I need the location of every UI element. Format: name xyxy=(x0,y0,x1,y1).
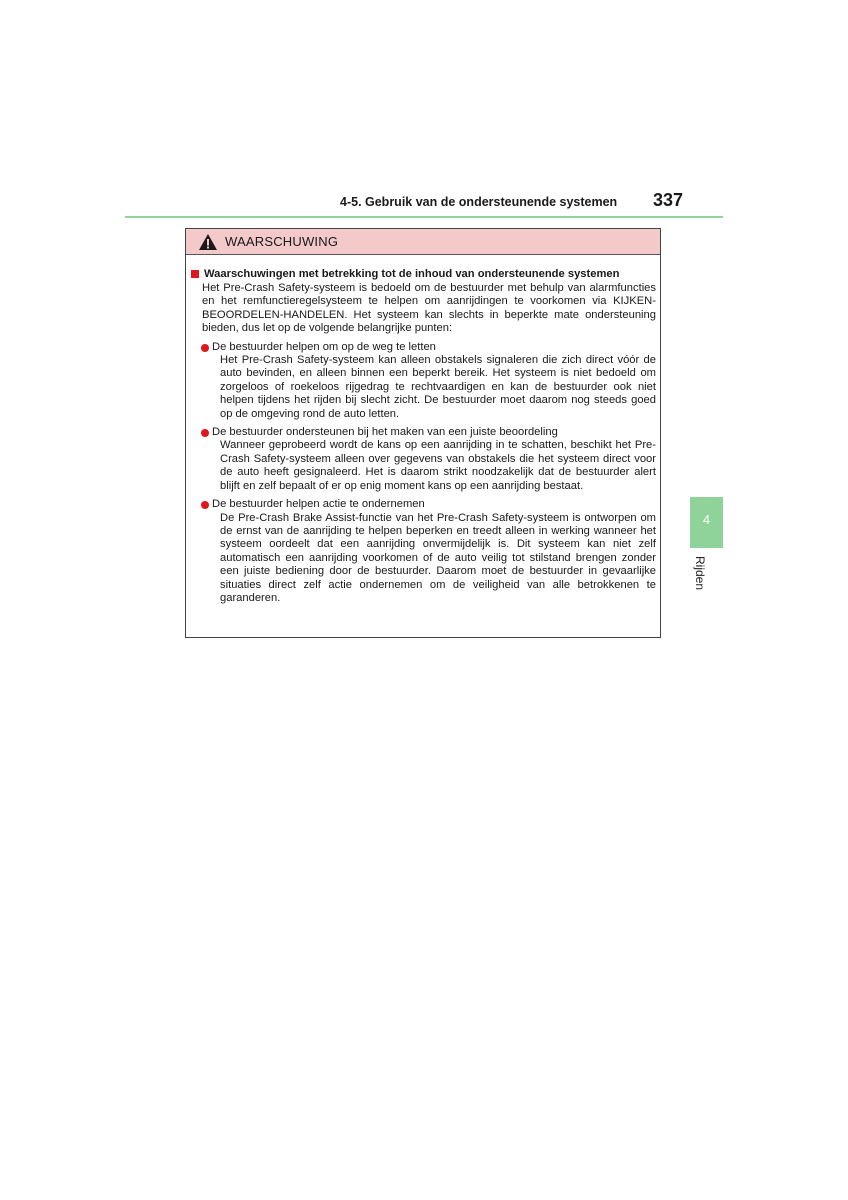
bullet-heading xyxy=(201,341,656,354)
chapter-tab[interactable]: 4 xyxy=(690,497,723,548)
warning-triangle-icon xyxy=(198,233,218,251)
bullet-heading-text: De bestuurder helpen om op de weg te letten xyxy=(212,340,436,353)
warning-title: WAARSCHUWING xyxy=(225,234,339,249)
bullet-heading-text: De bestuurder helpen actie te ondernemen xyxy=(212,498,425,511)
red-dot-icon xyxy=(201,429,209,437)
bullet-heading-text: De bestuurder ondersteunen bij het maken van een juiste beoordeling xyxy=(212,426,558,439)
list-item xyxy=(201,341,656,421)
section-title: 4-5. Gebruik van de ondersteunende systemen xyxy=(340,195,618,209)
page-number: 337 xyxy=(652,190,683,210)
warning-body xyxy=(186,255,660,605)
bullet-heading xyxy=(201,426,656,439)
list-item xyxy=(201,498,656,605)
warning-topic-text: Waarschuwingen met betrekking tot de inhoud van ondersteunende systemen xyxy=(204,268,620,280)
header-rule xyxy=(125,216,723,218)
chapter-label: Rijden xyxy=(693,556,707,591)
bullet-heading xyxy=(201,498,656,511)
red-square-icon xyxy=(191,270,199,278)
bullet-text: Wanneer geprobeerd wordt de kans op een aanrijding in te schatten, beschikt het Pre-Crash Safety-systeem alleen over gegevens van obstakels die het systeem direct voor de auto heeft gesignaleerd. Het is daarom strikt noodzakelijk dat de bestuurder alert blijft en zelf bepaalt of er op enig moment kans op een aanrijding bestaat. xyxy=(220,439,656,492)
warning-header xyxy=(186,229,660,255)
warning-intro: Het Pre-Crash Safety-systeem is bedoeld om de bestuurder met behulp van alarmfuncties en het remfunctieregelsysteem te helpen om aanrijdingen te voorkomen via KIJKEN-BEOORDELEN-HANDELEN. Het systeem kan slechts in beperkte mate ondersteuning bieden, dus let op de volgende belangrijke punten: xyxy=(202,282,656,335)
list-item xyxy=(201,426,656,493)
warning-box xyxy=(185,228,661,638)
bullet-text: Het Pre-Crash Safety-systeem kan alleen obstakels signaleren die zich direct vóór de auto bevinden, en alleen binnen een beperkt bereik. Het systeem is niet bedoeld om zorgeloos of roekeloos rijgedrag te rechtvaardigen en kan de bestuurder ook niet helpen tijdens het rijden bij slecht zicht. De bestuurder moet daarom nog steeds goed op de omgeving rond de auto letten. xyxy=(220,354,656,420)
warning-topic xyxy=(191,267,656,281)
red-dot-icon xyxy=(201,344,209,352)
bullet-text: De Pre-Crash Brake Assist-functie van het Pre-Crash Safety-systeem is ontworpen om de ernst van de aanrijding te helpen beperken en treedt alleen in werking wanneer het systeem oordeelt dat een aanrijding onvermijdelijk is. Dit systeem kan niet zelf automatisch een aanrijding voorkomen of de auto veilig tot stilstand brengen zonder een juiste bediening door de bestuurder. Daarom moet de bestuurder in gevaarlijke situaties direct zelf actie ondernemen om de veiligheid van alle betrokkenen te garanderen. xyxy=(220,511,656,604)
red-dot-icon xyxy=(201,501,209,509)
